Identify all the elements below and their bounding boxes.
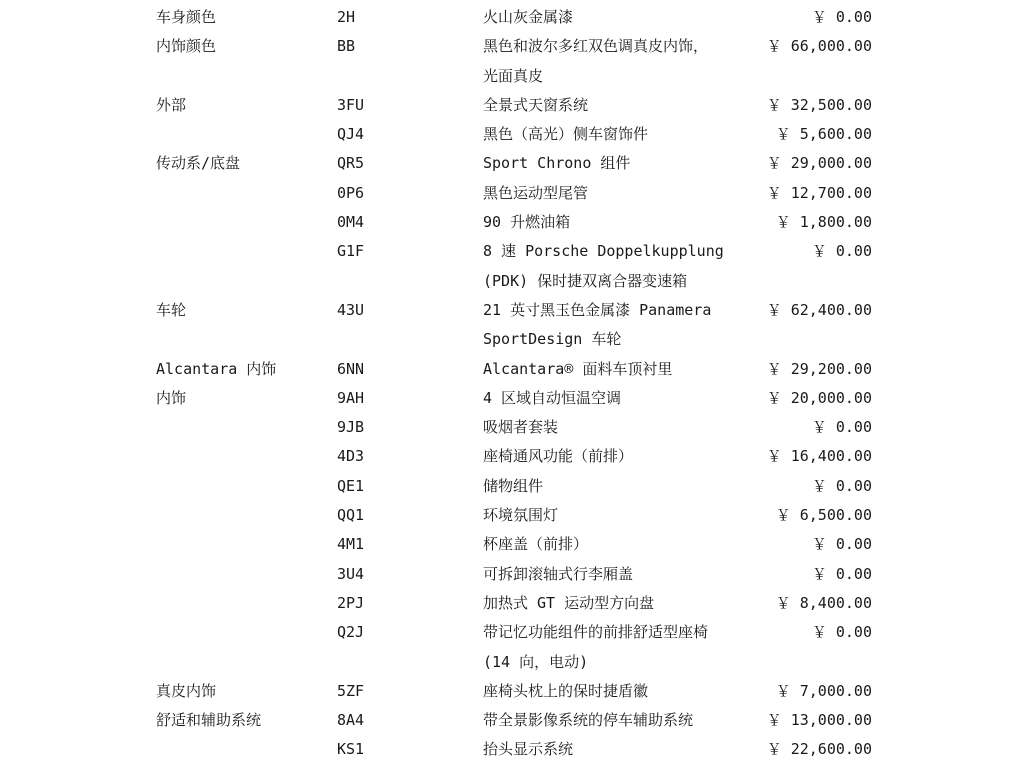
- row-code: 3FU: [337, 95, 365, 114]
- row-category: 内饰颜色: [156, 37, 217, 56]
- table-row: [0, 91, 1024, 120]
- table-row: [0, 648, 1024, 677]
- row-description: 黑色和波尔多红双色调真皮内饰，: [483, 37, 709, 56]
- row-code: QE1: [337, 476, 365, 495]
- row-category: 外部: [156, 95, 187, 114]
- table-row: [0, 208, 1024, 237]
- table-row: [0, 355, 1024, 384]
- row-price: ￥ 0.00: [811, 535, 872, 554]
- row-category: 真皮内饰: [156, 681, 217, 700]
- row-price: ￥ 32,500.00: [766, 95, 872, 114]
- row-code: 5ZF: [337, 681, 365, 700]
- row-code: 3U4: [337, 564, 365, 583]
- row-category: 车轮: [156, 300, 187, 319]
- options-price-list: [0, 3, 1024, 765]
- row-price: ￥ 0.00: [811, 8, 872, 26]
- row-code: G1F: [337, 242, 365, 261]
- row-description: 座椅头枕上的保时捷盾徽: [483, 681, 649, 700]
- row-description: 火山灰金属漆: [483, 8, 574, 26]
- row-code: 0P6: [337, 183, 365, 202]
- row-description: (14 向，电动): [483, 652, 589, 671]
- row-price: ￥ 7,000.00: [775, 681, 872, 700]
- row-price: ￥ 8,400.00: [775, 593, 872, 612]
- table-row: [0, 560, 1024, 589]
- row-price: ￥ 29,200.00: [766, 359, 872, 378]
- row-code: 8A4: [337, 711, 365, 730]
- row-code: Q2J: [337, 623, 365, 642]
- table-row: [0, 267, 1024, 296]
- row-price: ￥ 6,500.00: [775, 506, 872, 525]
- table-row: [0, 62, 1024, 91]
- row-code: 2PJ: [337, 593, 365, 612]
- row-description: 光面真皮: [483, 66, 544, 85]
- row-description: 带记忆功能组件的前排舒适型座椅: [483, 623, 709, 642]
- table-row: [0, 501, 1024, 530]
- row-description: 全景式天窗系统: [483, 95, 589, 114]
- table-row: [0, 618, 1024, 647]
- table-row: [0, 325, 1024, 354]
- row-code: KS1: [337, 740, 365, 759]
- table-row: [0, 384, 1024, 413]
- row-price: ￥ 0.00: [811, 418, 872, 437]
- row-category: Alcantara 内饰: [156, 359, 277, 378]
- row-description: 储物组件: [483, 476, 544, 495]
- row-price: ￥ 62,400.00: [766, 300, 872, 319]
- row-code: 9AH: [337, 388, 365, 407]
- row-description: 8 速 Porsche Doppelkupplung: [483, 242, 724, 261]
- row-code: 6NN: [337, 359, 365, 378]
- row-description: 黑色运动型尾管: [483, 183, 589, 202]
- row-description: Sport Chrono 组件: [483, 154, 631, 173]
- row-code: 9JB: [337, 418, 365, 437]
- row-price: ￥ 16,400.00: [766, 447, 872, 466]
- row-description: 4 区域自动恒温空调: [483, 388, 622, 407]
- table-row: [0, 706, 1024, 735]
- row-price: ￥ 20,000.00: [766, 388, 872, 407]
- row-code: QQ1: [337, 506, 365, 525]
- row-price: ￥ 0.00: [811, 476, 872, 495]
- row-code: 0M4: [337, 213, 365, 232]
- row-description: 带全景影像系统的停车辅助系统: [483, 711, 694, 730]
- table-row: [0, 413, 1024, 442]
- row-description: 抬头显示系统: [483, 740, 574, 759]
- row-price: ￥ 13,000.00: [766, 711, 872, 730]
- row-code: 4M1: [337, 535, 365, 554]
- row-description: 可拆卸滚轴式行李厢盖: [483, 564, 634, 583]
- row-category: 车身颜色: [156, 8, 217, 26]
- row-description: 座椅通风功能（前排）: [483, 447, 634, 466]
- row-price: ￥ 0.00: [811, 623, 872, 642]
- row-description: 加热式 GT 运动型方向盘: [483, 593, 655, 612]
- table-row: [0, 120, 1024, 149]
- row-price: ￥ 0.00: [811, 564, 872, 583]
- row-category: 传动系/底盘: [156, 154, 241, 173]
- row-price: ￥ 29,000.00: [766, 154, 872, 173]
- table-row: [0, 179, 1024, 208]
- row-category: 舒适和辅助系统: [156, 711, 262, 730]
- table-row: [0, 296, 1024, 325]
- table-row: [0, 472, 1024, 501]
- row-code: QJ4: [337, 125, 365, 144]
- row-price: ￥ 66,000.00: [766, 37, 872, 56]
- table-row: [0, 589, 1024, 618]
- row-price: ￥ 0.00: [811, 242, 872, 261]
- row-code: BB: [337, 37, 356, 56]
- table-row: [0, 3, 1024, 32]
- row-description: (PDK) 保时捷双离合器变速箱: [483, 271, 688, 290]
- row-description: 21 英寸黑玉色金属漆 Panamera: [483, 300, 712, 319]
- row-description: 杯座盖（前排）: [483, 535, 589, 554]
- table-row: [0, 32, 1024, 61]
- row-code: QR5: [337, 154, 365, 173]
- row-description: 吸烟者套装: [483, 418, 559, 437]
- table-row: [0, 530, 1024, 559]
- table-row: [0, 237, 1024, 266]
- row-description: 黑色（高光）侧车窗饰件: [483, 125, 649, 144]
- row-price: ￥ 22,600.00: [766, 740, 872, 759]
- row-description: SportDesign 车轮: [483, 330, 622, 349]
- table-row: [0, 677, 1024, 706]
- row-price: ￥ 1,800.00: [775, 213, 872, 232]
- row-description: Alcantara® 面料车顶衬里: [483, 359, 673, 378]
- table-row: [0, 442, 1024, 471]
- row-description: 90 升燃油箱: [483, 213, 571, 232]
- row-description: 环境氛围灯: [483, 506, 559, 525]
- table-row: [0, 735, 1024, 764]
- row-price: ￥ 12,700.00: [766, 183, 872, 202]
- row-code: 43U: [337, 300, 365, 319]
- row-price: ￥ 5,600.00: [775, 125, 872, 144]
- row-code: 2H: [337, 8, 356, 26]
- row-category: 内饰: [156, 388, 187, 407]
- table-row: [0, 149, 1024, 178]
- row-code: 4D3: [337, 447, 365, 466]
